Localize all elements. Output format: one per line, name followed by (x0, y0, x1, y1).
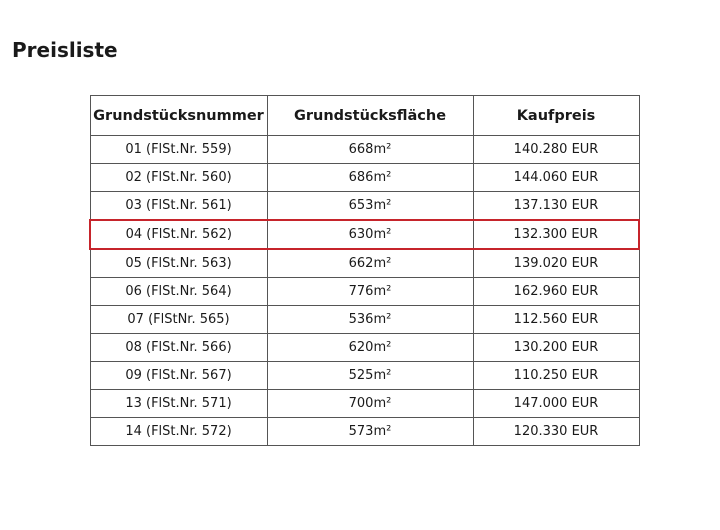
plot-area-cell: 662m² (267, 249, 473, 278)
price-cell: 137.130 EUR (473, 192, 639, 221)
price-cell: 120.330 EUR (473, 418, 639, 446)
column-header-price: Kaufpreis (473, 96, 639, 136)
column-header-plot-area: Grundstücksfläche (267, 96, 473, 136)
table-row (90, 136, 639, 164)
table-row (90, 192, 639, 221)
plot-area-cell: 620m² (267, 334, 473, 362)
table-row (90, 164, 639, 192)
table-row (90, 334, 639, 362)
price-cell: 139.020 EUR (473, 249, 639, 278)
plot-area-cell: 668m² (267, 136, 473, 164)
page-title: Preisliste (12, 38, 118, 62)
plot-number-cell: 03 (FlSt.Nr. 561) (90, 192, 267, 221)
plot-area-cell: 525m² (267, 362, 473, 390)
plot-number-cell: 08 (FlSt.Nr. 566) (90, 334, 267, 362)
plot-number-cell: 07 (FlStNr. 565) (90, 306, 267, 334)
table-row (90, 418, 639, 446)
plot-area-cell: 700m² (267, 390, 473, 418)
table-row (90, 278, 639, 306)
price-cell: 130.200 EUR (473, 334, 639, 362)
table-row (90, 306, 639, 334)
plot-area-cell: 573m² (267, 418, 473, 446)
price-cell: 132.300 EUR (473, 220, 639, 249)
table-row (90, 249, 639, 278)
price-cell: 147.000 EUR (473, 390, 639, 418)
plot-area-cell: 776m² (267, 278, 473, 306)
plot-area-cell: 536m² (267, 306, 473, 334)
table-row-highlighted (90, 220, 639, 249)
table-row (90, 362, 639, 390)
plot-number-cell: 13 (FlSt.Nr. 571) (90, 390, 267, 418)
plot-number-cell: 04 (FlSt.Nr. 562) (90, 220, 267, 249)
plot-number-cell: 09 (FlSt.Nr. 567) (90, 362, 267, 390)
plot-area-cell: 630m² (267, 220, 473, 249)
plot-number-cell: 14 (FlSt.Nr. 572) (90, 418, 267, 446)
table-header-row (90, 96, 639, 136)
price-cell: 162.960 EUR (473, 278, 639, 306)
column-header-plot-number: Grundstücksnummer (90, 96, 267, 136)
price-cell: 110.250 EUR (473, 362, 639, 390)
plot-area-cell: 653m² (267, 192, 473, 221)
price-cell: 140.280 EUR (473, 136, 639, 164)
plot-number-cell: 06 (FlSt.Nr. 564) (90, 278, 267, 306)
price-cell: 112.560 EUR (473, 306, 639, 334)
price-cell: 144.060 EUR (473, 164, 639, 192)
plot-area-cell: 686m² (267, 164, 473, 192)
plot-number-cell: 01 (FlSt.Nr. 559) (90, 136, 267, 164)
price-table (89, 95, 640, 446)
table-row (90, 390, 639, 418)
plot-number-cell: 02 (FlSt.Nr. 560) (90, 164, 267, 192)
plot-number-cell: 05 (FlSt.Nr. 563) (90, 249, 267, 278)
